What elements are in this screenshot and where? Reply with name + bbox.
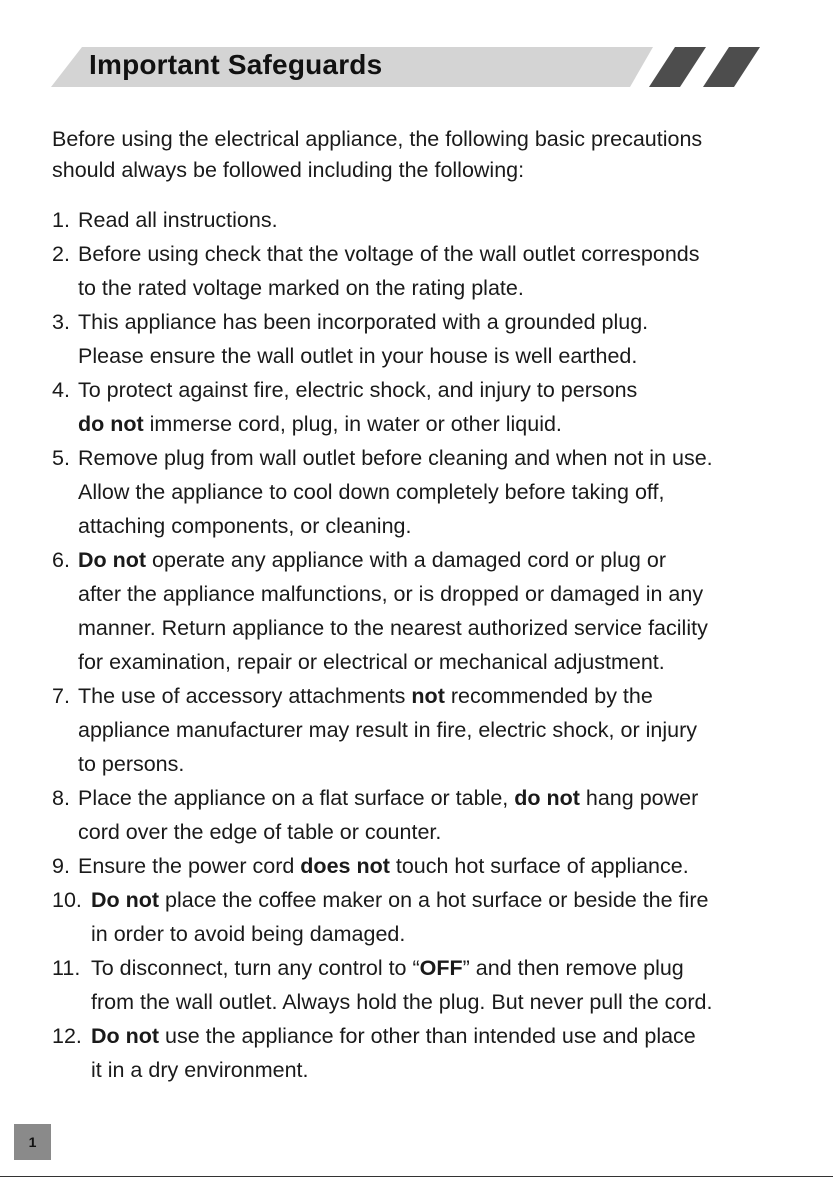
item-number: 3.: [52, 310, 70, 334]
list-item: [52, 237, 822, 305]
item-text: it in a dry environment.: [91, 1058, 309, 1082]
item-text: [78, 781, 822, 815]
item-text: Allow the appliance to cool down completely before taking off,: [78, 480, 665, 504]
item-text-pre: The use of accessory attachments: [78, 684, 412, 708]
item-text: attaching components, or cleaning.: [78, 514, 412, 538]
item-text-rest: ” and then remove plug: [462, 956, 684, 980]
intro-line: Before using the electrical appliance, the following basic precautions: [52, 127, 703, 151]
list-item: [52, 373, 822, 441]
item-number: 11.: [52, 956, 81, 980]
item-text: [78, 849, 822, 883]
item-text: [78, 407, 822, 441]
item-text: cord over the edge of table or counter.: [78, 820, 442, 844]
item-text: to the rated voltage marked on the rating plate.: [78, 276, 524, 300]
item-text: appliance manufacturer may result in fire, electric shock, or injury: [78, 718, 697, 742]
item-number: 1.: [52, 208, 70, 232]
list-item: [52, 543, 822, 679]
emphasis-text: does not: [300, 854, 390, 878]
item-number: 10.: [52, 888, 82, 912]
item-text-rest: place the coffee maker on a hot surface or beside the fire: [159, 888, 709, 912]
item-text: Please ensure the wall outlet in your house is well earthed.: [78, 344, 638, 368]
emphasis-text: OFF: [419, 956, 463, 980]
list-item: [52, 203, 822, 237]
item-text-pre: Ensure the power cord: [78, 854, 301, 878]
item-text: [78, 679, 822, 713]
list-item: [52, 305, 822, 373]
item-text-pre: To disconnect, turn any control to “: [91, 956, 420, 980]
emphasis-text: Do not: [91, 1024, 160, 1048]
list-item: [52, 1019, 822, 1087]
item-text: [91, 951, 822, 985]
item-number: 9.: [52, 854, 70, 878]
emphasis-text: do not: [78, 412, 144, 436]
item-text-rest: use the appliance for other than intended use and place: [159, 1024, 696, 1048]
banner-stripe-left: [649, 47, 706, 87]
emphasis-text: Do not: [78, 548, 147, 572]
item-number: 8.: [52, 786, 70, 810]
item-text-rest: touch hot surface of appliance.: [389, 854, 689, 878]
item-text-pre: Place the appliance on a flat surface or table,: [78, 786, 515, 810]
list-item: [52, 849, 822, 883]
item-text: [91, 883, 822, 917]
item-text-rest: hang power: [579, 786, 699, 810]
item-text: Remove plug from wall outlet before cleaning and when not in use.: [78, 446, 713, 470]
item-text: to persons.: [78, 752, 185, 776]
item-text-rest: operate any appliance with a damaged cord or plug or: [146, 548, 666, 572]
intro-line: should always be followed including the following:: [52, 158, 525, 182]
page-number: 1: [14, 1124, 51, 1160]
banner-stripe-right: [703, 47, 760, 87]
item-number: 7.: [52, 684, 70, 708]
item-number: 4.: [52, 378, 70, 402]
safeguards-list: [52, 203, 822, 1087]
item-text: [91, 1019, 822, 1053]
list-item: [52, 951, 822, 1019]
item-text: Before using check that the voltage of the wall outlet corresponds: [78, 242, 700, 266]
item-number: 2.: [52, 242, 70, 266]
item-number: 12.: [52, 1024, 82, 1048]
emphasis-text: not: [411, 684, 445, 708]
emphasis-text: Do not: [91, 888, 160, 912]
section-header: [0, 0, 833, 100]
item-text: Read all instructions.: [78, 208, 278, 232]
item-text-rest: immerse cord, plug, in water or other liquid.: [143, 412, 562, 436]
item-text: This appliance has been incorporated with a grounded plug.: [78, 310, 649, 334]
bottom-divider: [0, 1176, 833, 1177]
item-text: after the appliance malfunctions, or is dropped or damaged in any: [78, 582, 704, 606]
intro-paragraph: [52, 124, 802, 186]
list-item: [52, 679, 822, 781]
item-text: manner. Return appliance to the nearest authorized service facility: [78, 616, 708, 640]
item-text-rest: recommended by the: [444, 684, 653, 708]
emphasis-text: do not: [514, 786, 580, 810]
item-number: 5.: [52, 446, 70, 470]
list-item: [52, 781, 822, 849]
item-number: 6.: [52, 548, 70, 572]
item-text: To protect against fire, electric shock, and injury to persons: [78, 378, 638, 402]
item-text: from the wall outlet. Always hold the plug. But never pull the cord.: [91, 990, 713, 1014]
item-text: for examination, repair or electrical or mechanical adjustment.: [78, 650, 665, 674]
item-text: in order to avoid being damaged.: [91, 922, 406, 946]
list-item: [52, 441, 822, 543]
page-title: Important Safeguards: [89, 49, 383, 80]
item-text: [78, 543, 822, 577]
list-item: [52, 883, 822, 951]
